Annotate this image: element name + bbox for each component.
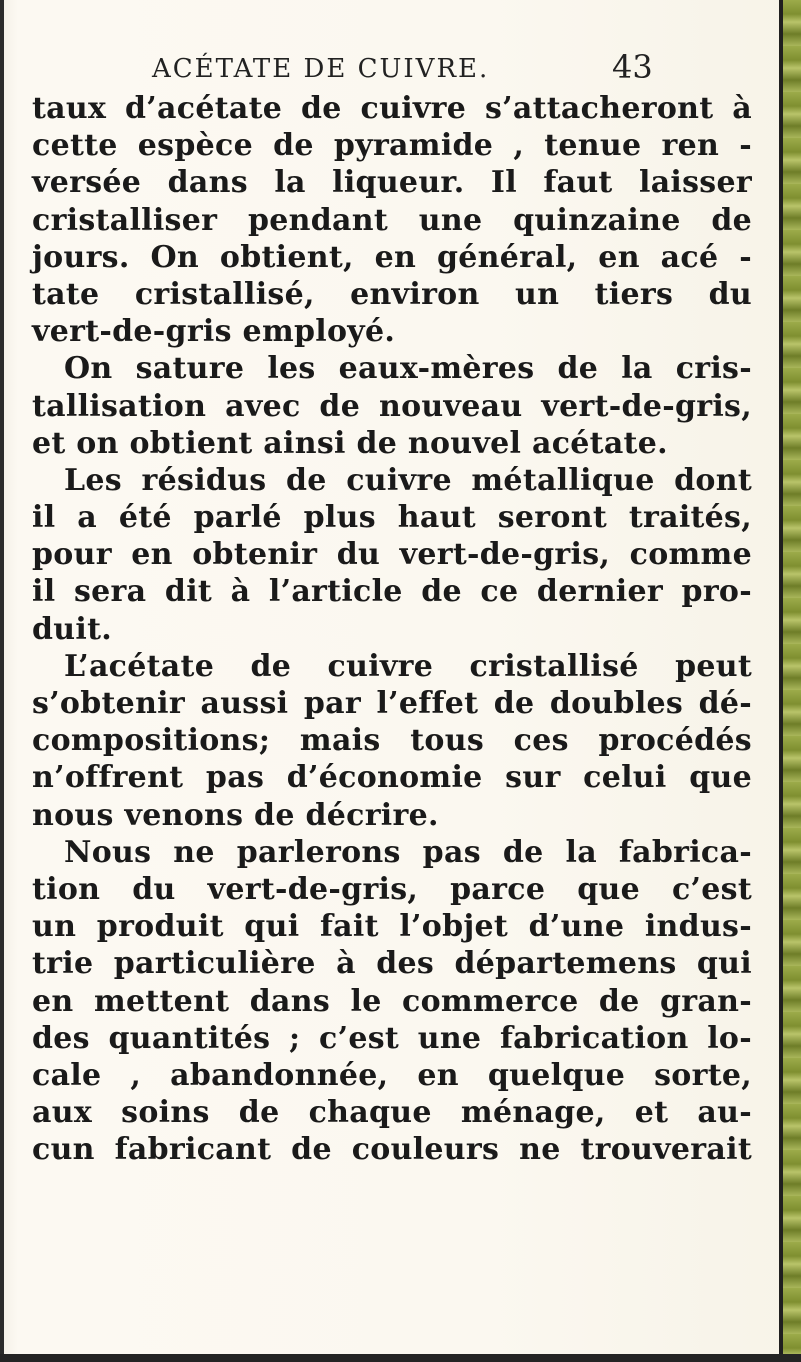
page-bottom-edge	[0, 1354, 801, 1362]
text-line: et on obtient ainsi de nouvel acétate.	[32, 425, 668, 461]
binding-strip	[783, 0, 801, 1362]
text-line: tate cristallisé, environ un tiers du	[32, 276, 752, 312]
text-line: cette espèce de pyramide , tenue ren -	[32, 128, 752, 164]
page-header	[0, 46, 780, 90]
text-line: tallisation avec de nouveau vert-de-gris,	[32, 388, 752, 424]
text-line: cun fabricant de couleurs ne trouverait	[32, 1132, 752, 1168]
text-line: cristalliser pendant une quinzaine de	[32, 202, 752, 238]
text-line: il a été parlé plus haut seront traités,	[32, 500, 752, 536]
text-line: On sature les eaux-mères de la cris-	[64, 351, 752, 387]
page-number: 43	[612, 48, 653, 86]
text-line: vert-de-gris employé.	[32, 314, 396, 350]
text-line: tion du vert-de-gris, parce que c’est	[32, 871, 752, 907]
text-line: nous venons de décrire.	[32, 797, 439, 833]
text-line: trie particulière à des départemens qui	[32, 946, 752, 982]
text-line: cale , abandonnée, en quelque sorte,	[32, 1057, 752, 1093]
text-line: taux d’acétate de cuivre s’attacheront à	[32, 91, 752, 126]
text-line: versée dans la liqueur. Il faut laisser	[32, 165, 752, 201]
page-left-edge	[0, 0, 4, 1362]
body-text	[32, 90, 752, 1168]
text-line: duit.	[32, 611, 112, 647]
text-line: en mettent dans le commerce de gran-	[32, 983, 752, 1019]
text-line: Nous ne parlerons pas de la fabrica-	[64, 834, 752, 870]
text-line: jours. On obtient, en général, en acé -	[32, 239, 752, 275]
text-line: Les résidus de cuivre métallique dont	[64, 462, 752, 498]
text-line: n’offrent pas d’économie sur celui que	[32, 760, 752, 796]
text-line: aux soins de chaque ménage, et au-	[32, 1095, 752, 1131]
text-line: pour en obtenir du vert-de-gris, comme	[32, 537, 752, 573]
text-line: des quantités ; c’est une fabrication lo-	[32, 1020, 752, 1056]
text-line: s’obtenir aussi par l’effet de doubles dé-	[32, 686, 752, 721]
text-line: un produit qui fait l’objet d’une indus-	[32, 909, 752, 945]
text-line: L’acétate de cuivre cristallisé peut	[64, 648, 752, 684]
running-head: ACÉTATE DE CUIVRE.	[152, 54, 490, 84]
text-line: compositions; mais tous ces procédés	[32, 723, 752, 759]
text-line: il sera dit à l’article de ce dernier pro-	[32, 574, 752, 610]
